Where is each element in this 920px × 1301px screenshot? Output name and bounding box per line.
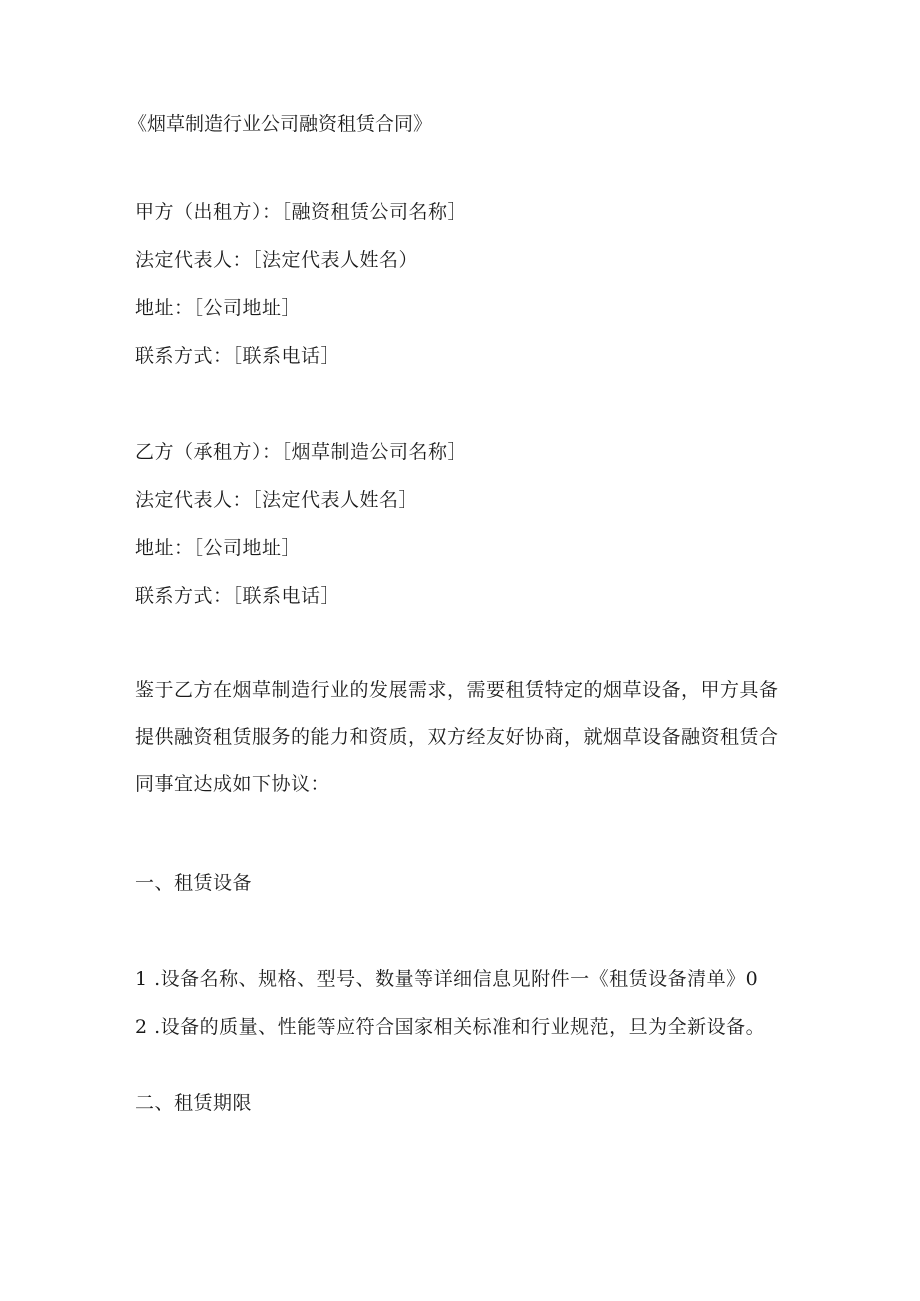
section-1-item: 1 .设备名称、规格、型号、数量等详细信息见附件一《租赁设备清单》0 (135, 968, 759, 990)
section-1-item: 2 .设备的质量、性能等应符合国家相关标准和行业规范，旦为全新设备。 (135, 1016, 766, 1038)
party-a-address: 地址：［公司地址］ (135, 297, 302, 319)
party-a-contact: 联系方式：［联系电话］ (135, 345, 341, 367)
section-1-heading: 一、租赁设备 (135, 872, 253, 894)
party-a-legal-rep: 法定代表人：［法定代表人姓名） (135, 249, 419, 271)
party-a-heading: 甲方（出租方）：［融资租赁公司名称］ (135, 201, 468, 223)
party-b-heading: 乙方（承租方）：［烟草制造公司名称］ (135, 441, 468, 463)
section-2-heading: 二、租赁期限 (135, 1092, 253, 1114)
preamble-paragraph: 鉴于乙方在烟草制造行业的发展需求，需要租赁特定的烟草设备，甲方具备提供融资租赁服务的能力和资质，双方经友好协商，就烟草设备融资租赁合同事宜达成如下协议： (135, 679, 779, 795)
party-b-legal-rep: 法定代表人：［法定代表人姓名］ (135, 489, 419, 511)
document-title: 《烟草制造行业公司融资租赁合同》 (128, 113, 433, 135)
party-b-contact: 联系方式：［联系电话］ (135, 585, 341, 607)
party-b-address: 地址：［公司地址］ (135, 537, 302, 559)
